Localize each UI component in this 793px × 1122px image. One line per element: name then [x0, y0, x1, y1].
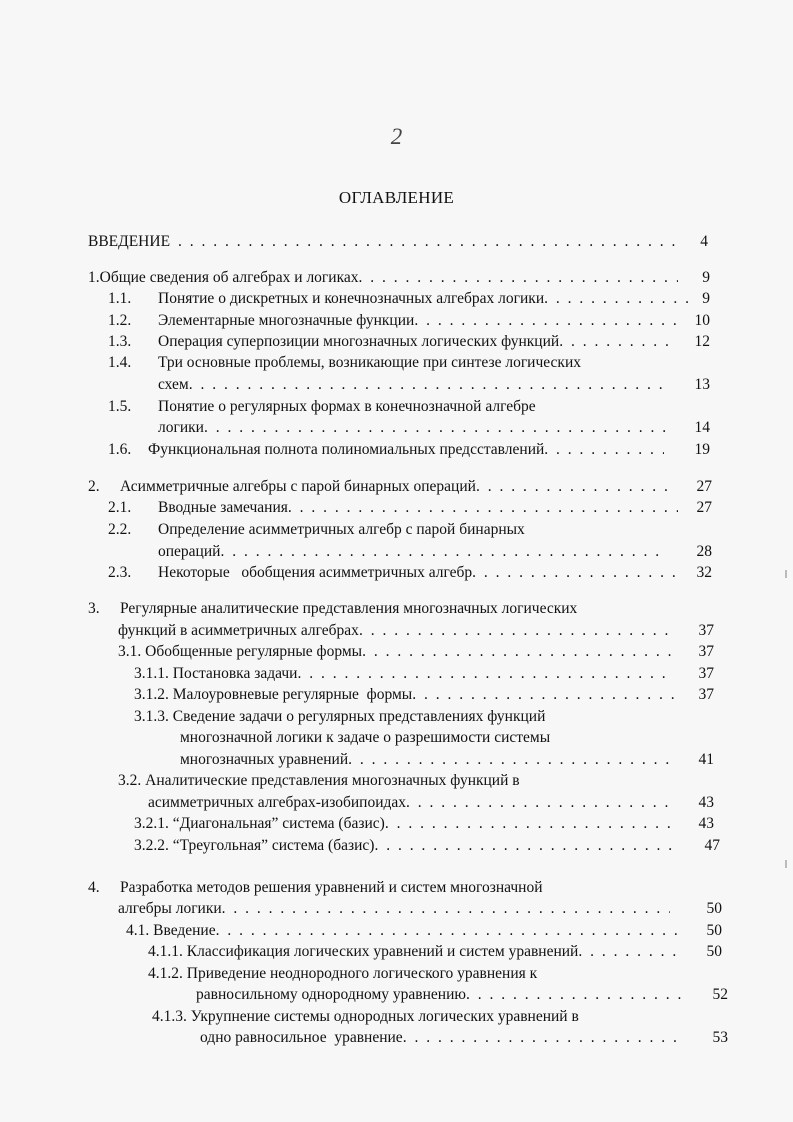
toc-section-2-2-cont[interactable] — [158, 541, 668, 563]
section-number: 1.2. — [108, 312, 132, 329]
leader-dots — [359, 267, 678, 289]
toc-section-3-2[interactable]: 3.2. Аналитические представления многозначных функций в — [118, 772, 520, 789]
toc-page-number: 41 — [698, 751, 714, 768]
toc-page-number: 37 — [698, 665, 714, 682]
toc-page-number: 43 — [698, 794, 714, 811]
toc-entry-text: Элементарные многозначные функции — [158, 312, 415, 329]
toc-entry-text: 3.2.1. “Диагональная” система (базис) — [134, 815, 385, 832]
toc-section-2-3[interactable] — [108, 562, 678, 584]
toc-page-number: 37 — [698, 686, 714, 703]
toc-section-3-1-3-cont[interactable] — [180, 749, 670, 771]
toc-entry-text: Понятие о дискретных и конечнозначных алгебрах логики — [158, 290, 545, 307]
section-number: 1.6. — [108, 441, 132, 458]
toc-entry-text: функций в асимметричных алгебрах — [118, 622, 359, 639]
toc-entry-text: асимметричных алгебрах-изобипоидах — [148, 794, 407, 811]
section-number: 2.2. — [108, 521, 132, 538]
leader-dots — [297, 663, 674, 685]
toc-entry-text: схем — [158, 376, 189, 393]
toc-entry-text: 3.1. Обобщенные регулярные формы — [118, 643, 363, 660]
toc-section-3-2-cont[interactable] — [148, 792, 674, 814]
leader-dots — [362, 641, 674, 663]
toc-entry-text: 3.2.2. “Треугольная” система (базис) — [134, 837, 375, 854]
leader-dots — [204, 417, 668, 439]
toc-entry-text: ВВЕДЕНИЕ — [88, 233, 171, 250]
toc-page-number: 12 — [694, 333, 710, 350]
leader-dots — [578, 941, 682, 963]
leader-dots — [374, 835, 674, 857]
toc-entry-text: Асимметричные алгебры с парой бинарных операций — [120, 478, 476, 495]
leader-dots — [216, 920, 680, 942]
section-number: 2.3. — [108, 564, 132, 581]
toc-page-number: 32 — [696, 564, 712, 581]
leader-dots — [544, 288, 688, 310]
toc-page-number: 27 — [696, 478, 712, 495]
toc-entry-text: алгебры логики — [118, 900, 222, 917]
toc-section-1-4[interactable] — [108, 352, 581, 374]
toc-section-4-1-1[interactable] — [148, 941, 682, 963]
toc-page-number: 47 — [704, 837, 720, 854]
toc-entry-text: Понятие о регулярных формах в конечнозначной алгебре — [158, 398, 536, 415]
toc-page-number: 37 — [698, 622, 714, 639]
leader-dots — [359, 620, 674, 642]
toc-chapter-4-cont[interactable] — [118, 898, 670, 920]
toc-page-number: 37 — [698, 643, 714, 660]
leader-dots — [559, 331, 668, 353]
leader-dots — [414, 310, 676, 332]
leader-dots — [222, 898, 670, 920]
toc-section-4-1-2-cont[interactable] — [196, 984, 690, 1006]
toc-entry-text: Вводные замечания — [158, 499, 288, 516]
section-number: 1.4. — [108, 354, 132, 371]
page-number: 2 — [390, 124, 403, 149]
toc-section-1-2[interactable] — [108, 310, 676, 332]
toc-page-number: 19 — [694, 441, 710, 458]
leader-dots — [544, 439, 664, 461]
section-number: 2.1. — [108, 499, 132, 516]
toc-chapter-2[interactable] — [88, 476, 676, 498]
toc-section-1-4-cont[interactable] — [158, 374, 668, 396]
toc-section-1-5[interactable] — [108, 396, 536, 418]
toc-page-number: 27 — [696, 499, 712, 516]
toc-chapter-3[interactable] — [88, 598, 577, 620]
toc-chapter-1[interactable] — [88, 267, 678, 289]
toc-entry-text: 3.1.2. Малоуровневые регулярные формы — [134, 686, 413, 703]
toc-entry-text: многозначных уравнений — [180, 751, 349, 768]
leader-dots — [288, 497, 678, 519]
toc-chapter-4[interactable] — [88, 877, 543, 899]
leader-dots — [406, 792, 674, 814]
section-number: 4. — [88, 879, 100, 896]
toc-entry-text: одно равносильное уравнение — [200, 1029, 403, 1046]
toc-entry-text: 4.1.1. Классификация логических уравнений и систем уравнений — [148, 943, 579, 960]
toc-entry-text: Операция суперпозиции многозначных логических функций — [158, 333, 560, 350]
toc-section-4-1[interactable] — [126, 920, 680, 942]
toc-section-1-6[interactable] — [108, 439, 664, 461]
section-number: 1.5. — [108, 398, 132, 415]
section-number: 2. — [88, 478, 100, 495]
toc-entry-text: равносильному однородному уравнению — [196, 986, 466, 1003]
toc-page-number: 50 — [706, 922, 722, 939]
leader-dots — [348, 749, 670, 771]
toc-entry-text: Три основные проблемы, возникающие при синтезе логических — [158, 354, 581, 371]
toc-section-1-1[interactable] — [108, 288, 688, 310]
toc-entry-text: 1.Общие сведения об алгебрах и логиках — [88, 269, 359, 286]
toc-entry-text: логики — [158, 419, 204, 436]
toc-entry-text: Регулярные аналитические представления многозначных логических — [120, 600, 578, 617]
leader-dots — [412, 684, 674, 706]
toc-section-3-1-3-line2: многозначной логики к задаче о разрешимости системы — [180, 729, 551, 746]
leader-dots — [403, 1027, 680, 1049]
toc-section-1-5-cont[interactable] — [158, 417, 668, 439]
toc-section-3-2-2[interactable] — [134, 835, 674, 857]
leader-dots — [476, 476, 676, 498]
toc-section-3-2-1[interactable] — [134, 813, 670, 835]
leader-dots — [178, 231, 680, 253]
toc-entry-text: Определение асимметричных алгебр с парой бинарных — [158, 521, 525, 538]
scan-margin-mark — [785, 570, 787, 578]
toc-entry-text: 3.1.1. Постановка задачи — [134, 665, 298, 682]
toc-entry-text: Разработка методов решения уравнений и систем многозначной — [120, 879, 543, 896]
toc-page-number: 53 — [712, 1029, 728, 1046]
section-number: 3. — [88, 600, 100, 617]
toc-entry-text: операций — [158, 543, 221, 560]
toc-section-3-1[interactable] — [118, 641, 674, 663]
toc-entry-text: Некоторые обобщения асимметричных алгебр — [158, 564, 473, 581]
toc-section-4-1-3-cont[interactable] — [200, 1027, 680, 1049]
toc-entry-text: 4.1. Введение — [126, 922, 216, 939]
toc-section-4-1-2[interactable]: 4.1.2. Приведение неоднородного логического уравнения к — [148, 965, 538, 982]
toc-section-1-3[interactable] — [108, 331, 668, 353]
toc-page-number: 10 — [694, 312, 710, 329]
section-number: 1.1. — [108, 290, 132, 307]
toc-page-number: 52 — [712, 986, 728, 1003]
toc-page-number: 43 — [698, 815, 714, 832]
toc-chapter-3-cont[interactable] — [118, 620, 674, 642]
page-title: ОГЛАВЛЕНИЕ — [338, 188, 455, 207]
toc-page-number: 28 — [696, 543, 712, 560]
leader-dots — [466, 984, 690, 1006]
toc-page-number: 9 — [702, 290, 710, 307]
leader-dots — [220, 541, 668, 563]
toc-page-number: 14 — [694, 419, 710, 436]
toc-section-3-1-1[interactable] — [134, 663, 674, 685]
toc-entry-text: Функциональная полнота полиномиальных предсставлений — [148, 441, 545, 458]
leader-dots — [472, 562, 678, 584]
toc-page-number: 50 — [706, 943, 722, 960]
section-number: 1.3. — [108, 333, 132, 350]
toc-entry-intro[interactable] — [88, 231, 680, 253]
toc-section-3-1-3[interactable]: 3.1.3. Сведение задачи о регулярных представлениях функций — [134, 708, 546, 725]
toc-section-3-1-2[interactable] — [134, 684, 674, 706]
toc-section-2-2[interactable] — [108, 519, 525, 541]
toc-page-number: 9 — [702, 269, 710, 286]
leader-dots — [189, 374, 668, 396]
leader-dots — [385, 813, 670, 835]
scan-margin-mark — [785, 860, 787, 868]
toc-section-4-1-3[interactable]: 4.1.3. Укрупнение системы однородных логических уравнений в — [152, 1008, 579, 1025]
toc-section-2-1[interactable] — [108, 497, 678, 519]
toc-page-number: 4 — [700, 233, 708, 250]
toc-page-number: 13 — [694, 376, 710, 393]
toc-page-number: 50 — [706, 900, 722, 917]
